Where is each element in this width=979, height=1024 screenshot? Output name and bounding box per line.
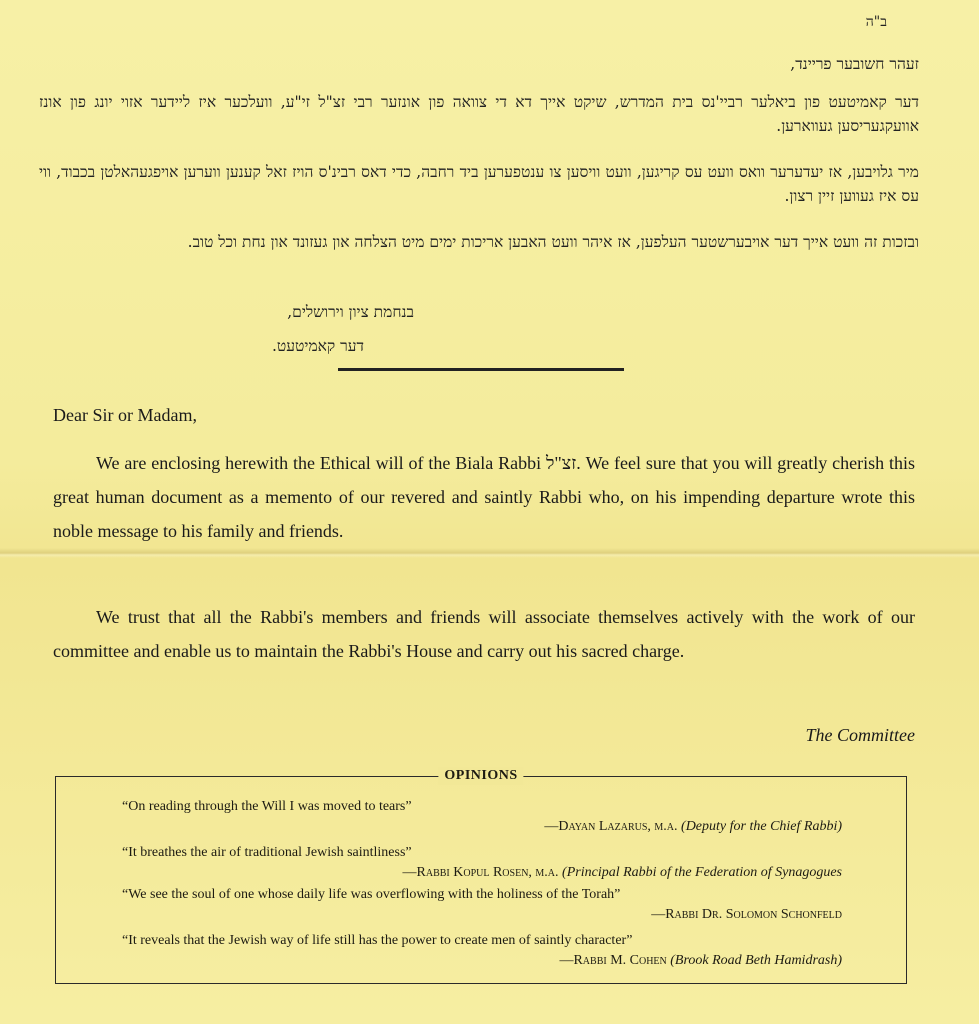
hebrew-paragraph-3: ובזכות זה וועט אייך דער אויבערשטער העלפען, אז איהר וועט האבען אריכות ימים מיט הצלחה און געזונד און נחת וכל טוב. [187,233,919,251]
hebrew-signature: דער קאמיטעט. [271,337,364,355]
opinions-box [55,768,907,984]
hebrew-paragraph-2: מיר גלויבען, אז יעדערער וואס וועט עס קריגען, וועט וויסען צו ענטפערען ביד רחבה, כדי דאס רבינ'ס הויז זאל קענען ווערען אויפגעהאלטן בכבוד, ווי עס איז געווען זיין רצון. [39,163,919,205]
english-salutation: Dear Sir or Madam, [53,405,197,425]
opinions-title: OPINIONS [438,767,523,785]
opinion-attribution [122,905,842,925]
hebrew-salutation: זעהר חשובער פריינד, [790,55,919,73]
opinion-quote: “It breathes the air of traditional Jewish saintliness” [122,845,412,860]
english-paragraph-1: We are enclosing herewith the Ethical will of the Biala Rabbi זצ"ל. We feel sure that you will greatly cherish this great human document as a memento of our revered and saintly Rabbi who, on his impending departure wrote this noble message to his family and friends. [53,453,916,541]
opinion-role: (Principal Rabbi of the Federation of Synagogues [562,865,842,880]
opinion-quote: “On reading through the Will I was moved to tears” [122,799,412,814]
opinion-item [122,931,842,971]
hebrew-paragraph-1: דער קאמיטעט פון ביאלער רביי'נס בית המדרש, שיקט אייך דא די צוואה פון אונזער רבי זצ"ל זי"ע, וועלכער איז ליידער אזוי יונג פון אונז אוועקגעריסען געווארען. [39,93,919,135]
opinion-role: (Deputy for the Chief Rabbi) [681,819,842,834]
opinion-attribution [122,863,842,883]
paper-crease [0,548,979,558]
hebrew-bh-header: ב"ה [865,14,887,30]
opinion-author: —Dayan Lazarus, m.a. [544,819,678,834]
english-paragraph-2: We trust that all the Rabbi's members and friends will associate themselves actively with the work of our committee and enable us to maintain the Rabbi's House and carry out his sacred charge. [53,607,915,661]
opinion-attribution [122,817,842,837]
opinion-item [122,797,842,837]
opinion-quote: “It reveals that the Jewish way of life still has the power to create men of saintly character” [122,933,633,948]
opinion-author: —Rabbi Kopul Rosen, m.a. [402,865,559,880]
english-signature: The Committee [805,725,915,745]
opinion-role: (Brook Road Beth Hamidrash) [670,953,842,968]
opinion-attribution [122,951,842,971]
opinion-quote: “We see the soul of one whose daily life was overflowing with the holiness of the Torah” [122,887,621,902]
opinion-author: —Rabbi Dr. Solomon Schonfeld [651,907,842,922]
opinion-item [122,843,842,883]
opinion-item [122,885,842,925]
section-divider [338,368,624,371]
opinion-author: —Rabbi M. Cohen [559,953,667,968]
hebrew-closing: בנחמת ציון וירושלים, [287,303,414,321]
